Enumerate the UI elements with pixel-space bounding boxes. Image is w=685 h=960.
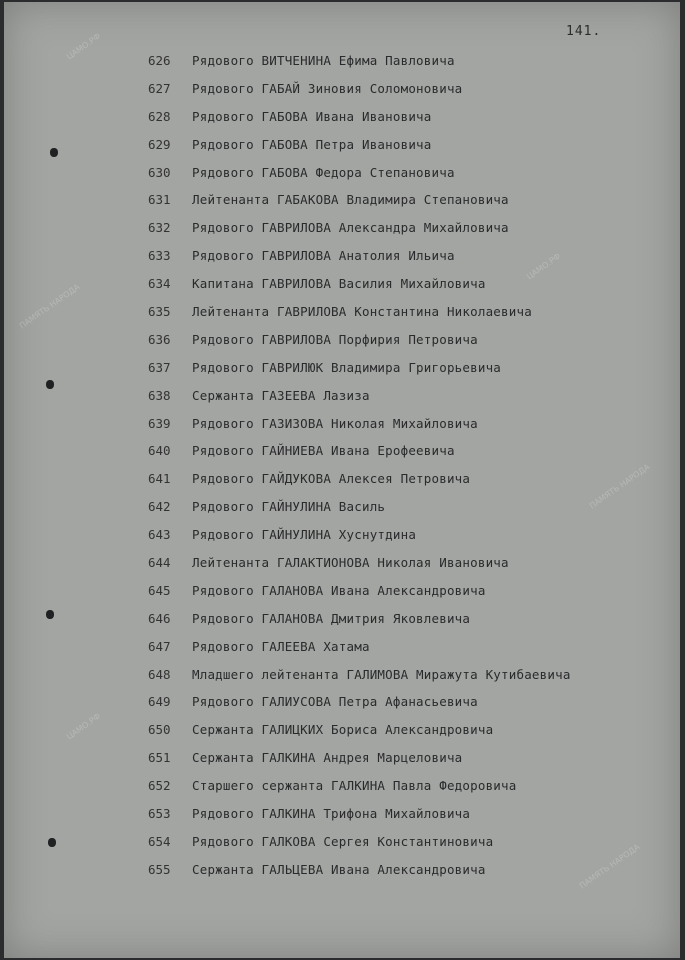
entry-text: Рядового ГАБАЙ Зиновия Соломоновича	[192, 80, 463, 96]
entry-number: 652	[148, 778, 171, 794]
entry-text: Рядового ГАВРИЛОВА Анатолия Ильича	[192, 248, 455, 264]
entry-text: Лейтенанта ГАВРИЛОВА Константина Николаевича	[192, 304, 532, 320]
entry-number: 636	[148, 331, 171, 347]
entry-number: 642	[148, 499, 171, 515]
list-item	[148, 577, 648, 605]
entry-number: 638	[148, 387, 171, 403]
list-item	[148, 382, 648, 410]
punch-hole	[46, 610, 54, 619]
entry-number: 651	[148, 750, 171, 766]
entry-number: 647	[148, 638, 171, 654]
entry-number: 635	[148, 304, 171, 320]
list-item	[148, 605, 648, 633]
entry-text: Рядового ГАЙНУЛИНА Хуснутдина	[192, 527, 417, 543]
entry-text: Рядового ГАЙНИЕВА Ивана Ерофеевича	[192, 443, 455, 459]
list-item	[148, 465, 648, 493]
list-item	[148, 159, 648, 187]
list-item	[148, 437, 648, 465]
list-item	[148, 633, 648, 661]
entry-number: 641	[148, 471, 171, 487]
list-item	[148, 326, 648, 354]
list-item	[148, 47, 648, 75]
list-item	[148, 354, 648, 382]
entry-number: 640	[148, 443, 171, 459]
entry-text: Рядового ГАБОВА Ивана Ивановича	[192, 108, 432, 124]
entry-text: Младшего лейтенанта ГАЛИМОВА Миражута Кутибаевича	[192, 666, 571, 682]
entry-text: Сержанта ГАЗЕЕВА Лазиза	[192, 387, 370, 403]
list-item	[148, 493, 648, 521]
entry-text: Рядового ГАБОВА Федора Степановича	[192, 164, 455, 180]
entry-text: Рядового ГАЙНУЛИНА Василь	[192, 499, 386, 515]
entry-number: 627	[148, 80, 171, 96]
entry-number: 653	[148, 806, 171, 822]
entry-text: Рядового ГАВРИЛЮК Владимира Григорьевича	[192, 359, 502, 375]
entry-number: 649	[148, 694, 171, 710]
document-page	[4, 2, 680, 958]
list-item	[148, 661, 648, 689]
entry-text: Рядового ГАЛИУСОВА Петра Афанасьевича	[192, 694, 478, 710]
entry-number: 645	[148, 582, 171, 598]
list-item	[148, 828, 648, 856]
entry-text: Сержанта ГАЛИЦКИХ Бориса Александровича	[192, 722, 494, 738]
entry-number: 630	[148, 164, 171, 180]
entry-text: Рядового ВИТЧЕНИНА Ефима Павловича	[192, 53, 455, 68]
watermark: ПАМЯТЬ НАРОДА	[17, 282, 82, 331]
list-item	[148, 410, 648, 438]
list-item	[148, 800, 648, 828]
watermark: ПАМЯТЬ НАРОДА	[587, 462, 652, 511]
entry-number: 644	[148, 555, 171, 571]
list-item	[148, 298, 648, 326]
entry-number: 648	[148, 666, 171, 682]
list-item	[148, 716, 648, 744]
list-item	[148, 103, 648, 131]
entry-number: 633	[148, 248, 171, 264]
list-item	[148, 270, 648, 298]
personnel-list	[148, 47, 648, 884]
list-item	[148, 214, 648, 242]
entry-number: 631	[148, 192, 171, 208]
entry-text: Капитана ГАВРИЛОВА Василия Михайловича	[192, 276, 486, 292]
list-item	[148, 186, 648, 214]
list-item	[148, 744, 648, 772]
entry-number: 637	[148, 359, 171, 375]
entry-number: 639	[148, 415, 171, 431]
list-item	[148, 549, 648, 577]
entry-text: Рядового ГАЛКИНА Трифона Михайловича	[192, 806, 471, 822]
entry-text: Лейтенанта ГАЛАКТИОНОВА Николая Ивановича	[192, 555, 509, 571]
watermark: ЦАМО.РФ	[64, 711, 103, 742]
entry-text: Рядового ГАЙДУКОВА Алексея Петровича	[192, 471, 471, 487]
entry-number: 632	[148, 220, 171, 236]
entry-text: Рядового ГАБОВА Петра Ивановича	[192, 136, 432, 152]
entry-number: 629	[148, 136, 171, 152]
entry-number: 646	[148, 610, 171, 626]
entry-number: 634	[148, 276, 171, 292]
entry-text: Старшего сержанта ГАЛКИНА Павла Федоровича	[192, 778, 517, 794]
watermark: ЦАМО.РФ	[64, 31, 103, 62]
entry-text: Рядового ГАВРИЛОВА Порфирия Петровича	[192, 331, 478, 347]
watermark: ЦАМО.РФ	[524, 251, 563, 282]
list-item	[148, 688, 648, 716]
entry-text: Рядового ГАЛЕЕВА Хатама	[192, 638, 370, 654]
entry-number: 626	[148, 53, 171, 68]
entry-text: Лейтенанта ГАБАКОВА Владимира Степановича	[192, 192, 509, 208]
entry-text: Рядового ГАЗИЗОВА Николая Михайловича	[192, 415, 478, 431]
entry-text: Рядового ГАЛАНОВА Ивана Александровича	[192, 582, 486, 598]
entry-text: Сержанта ГАЛЬЦЕВА Ивана Александровича	[192, 861, 486, 877]
entry-text: Рядового ГАЛКОВА Сергея Константиновича	[192, 833, 494, 849]
entry-text: Сержанта ГАЛКИНА Андрея Марцеловича	[192, 750, 463, 766]
list-item	[148, 856, 648, 884]
entry-number: 628	[148, 108, 171, 124]
list-item	[148, 75, 648, 103]
punch-hole	[50, 148, 58, 157]
page-number: 141.	[566, 24, 602, 39]
list-item	[148, 131, 648, 159]
entry-number: 643	[148, 527, 171, 543]
punch-hole	[46, 380, 54, 389]
watermark: ПАМЯТЬ НАРОДА	[577, 842, 642, 891]
entry-text: Рядового ГАЛАНОВА Дмитрия Яковлевича	[192, 610, 471, 626]
punch-hole	[48, 838, 56, 847]
entry-text: Рядового ГАВРИЛОВА Александра Михайловича	[192, 220, 509, 236]
list-item	[148, 521, 648, 549]
list-item	[148, 242, 648, 270]
entry-number: 650	[148, 722, 171, 738]
entry-number: 654	[148, 833, 171, 849]
list-item	[148, 772, 648, 800]
entry-number: 655	[148, 861, 171, 877]
